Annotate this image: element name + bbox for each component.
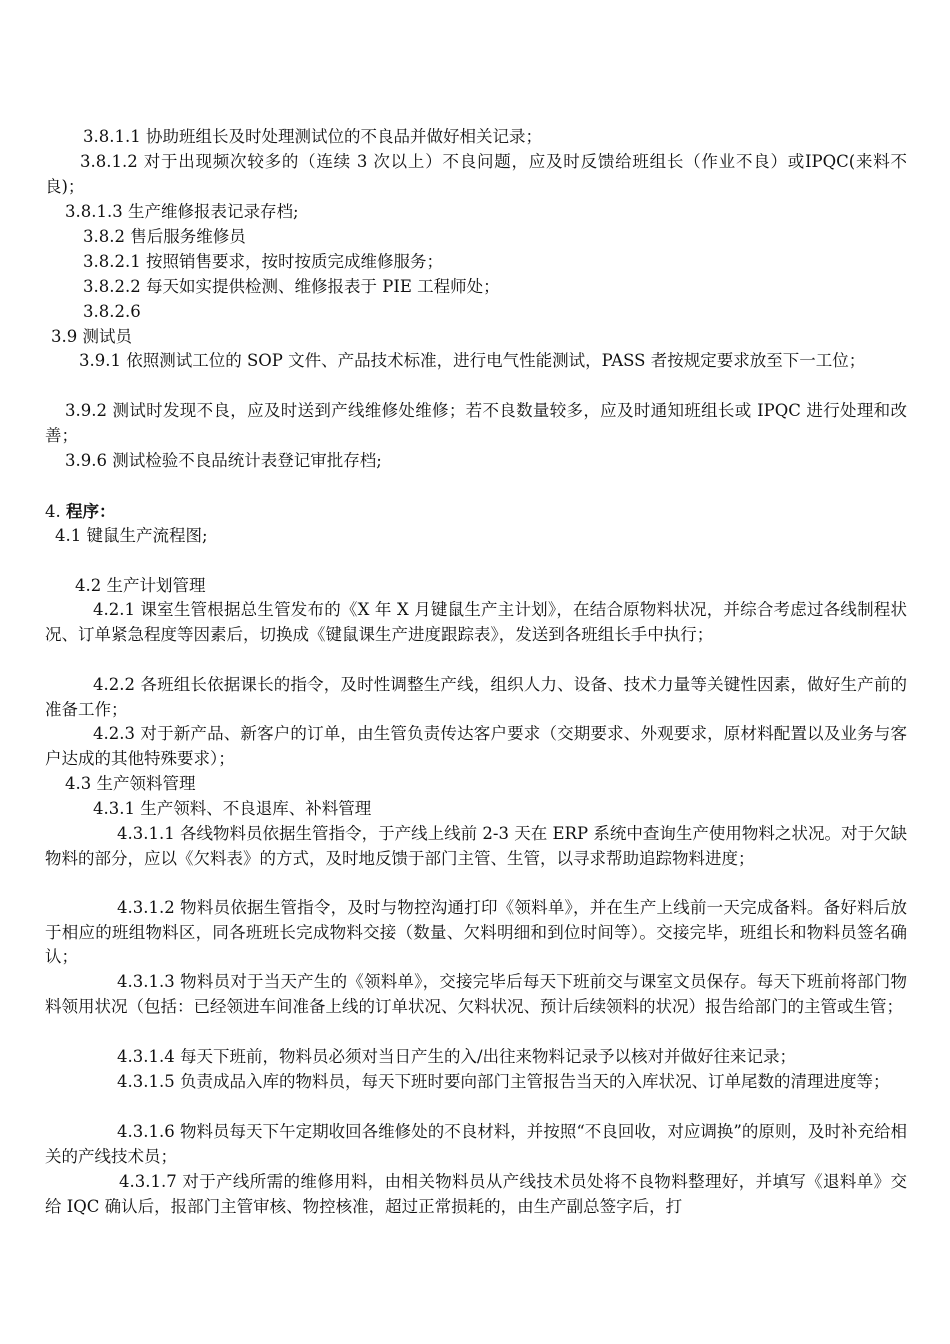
paragraph-3-8-2-6: 3.8.2.6: [83, 302, 141, 321]
paragraph-3-8-1-2: 3.8.1.2 对于出现频次较多的（连续 3 次以上）不良问题，应及时反馈给班组长（作业不良）或IPQC(来料不良)；: [45, 152, 907, 196]
paragraph-3-8-2: 3.8.2 售后服务维修员: [83, 227, 246, 246]
heading-3-9: 3.9 测试员: [51, 327, 132, 346]
paragraph-3-8-1-1: 3.8.1.1 协助班组长及时处理测试位的不良品并做好相关记录；: [83, 127, 542, 146]
heading-4-3-1: 4.3.1 生产领料、不良退库、补料管理: [93, 799, 372, 818]
paragraph-4-2-2: 4.2.2 各班组长依据课长的指令，及时性调整生产线，组织人力、设备、技术力量等关键性因素，做好生产前的准备工作；: [45, 675, 907, 719]
paragraph-3-9-1: 3.9.1 依照测试工位的 SOP 文件、产品技术标准，进行电气性能测试，PASS 者按规定要求放至下一工位；: [79, 351, 866, 370]
section-title: 程序：: [66, 502, 116, 521]
paragraph-4-3-1-5: 4.3.1.5 负责成品入库的物料员，每天下班时要向部门主管报告当天的入库状况、订单尾数的清理进度等；: [117, 1072, 890, 1091]
paragraph-4-3-1-6: 4.3.1.6 物料员每天下午定期收回各维修处的不良材料，并按照“不良回收，对应调换”的原则，及时补充给相关的产线技术员；: [45, 1122, 907, 1166]
paragraph-4-2-3: 4.2.3 对于新产品、新客户的订单，由生管负责传达客户要求（交期要求、外观要求，原材料配置以及业务与客户达成的其他特殊要求）；: [45, 724, 907, 768]
paragraph-4-2-1: 4.2.1 课室生管根据总生管发布的《X 年 X 月键鼠生产主计划》，在结合原物料状况，并综合考虑过各线制程状况、订单紧急程度等因素后，切换成《键鼠课生产进度跟踪表》，发送到各班组长手中执行；: [45, 600, 907, 644]
paragraph-4-3-1-2: 4.3.1.2 物料员依据生管指令，及时与物控沟通打印《领料单》，并在生产上线前一天完成备料。备好料后放于相应的班组物料区，同各班班长完成物料交接（数量、欠料明细和到位时间等）。交接完毕，班组长和物料员签名确认；: [45, 898, 907, 966]
paragraph-4-3-1-4: 4.3.1.4 每天下班前，物料员必须对当日产生的入/出往来物料记录予以核对并做好往来记录；: [117, 1047, 797, 1066]
heading-4-3: 4.3 生产领料管理: [65, 774, 196, 793]
heading-4-2: 4.2 生产计划管理: [75, 576, 206, 595]
paragraph-4-3-1-3: 4.3.1.3 物料员对于当天产生的《领料单》，交接完毕后每天下班前交与课室文员保存。每天下班前将部门物料领用状况（包括：已经领进车间准备上线的订单状况、欠料状况、预计后续领料的状况）报告给部门的主管或生管；: [45, 972, 907, 1016]
paragraph-3-9-6: 3.9.6 测试检验不良品统计表登记审批存档;: [65, 451, 382, 470]
paragraph-4-1: 4.1 键鼠生产流程图;: [55, 526, 208, 545]
heading-section-4: [45, 500, 907, 525]
paragraph-3-8-1-3: 3.8.1.3 生产维修报表记录存档;: [65, 202, 299, 221]
paragraph-3-9-2: 3.9.2 测试时发现不良，应及时送到产线维修处维修；若不良数量较多，应及时通知班组长或 IPQC 进行处理和改善；: [45, 401, 907, 445]
paragraph-4-3-1-7: 4.3.1.7 对于产线所需的维修用料，由相关物料员从产线技术员处将不良物料整理好，并填写《退料单》交给 IQC 确认后，报部门主管审核、物控核准，超过正常损耗的，由生产副总签字后，打: [45, 1172, 907, 1216]
paragraph-3-8-2-2: 3.8.2.2 每天如实提供检测、维修报表于 PIE 工程师处；: [83, 277, 500, 296]
section-number: 4.: [45, 502, 66, 521]
paragraph-4-3-1-1: 4.3.1.1 各线物料员依据生管指令，于产线上线前 2-3 天在 ERP 系统中查询生产使用物料之状况。对于欠缺物料的部分，应以《欠料表》的方式，及时地反馈于部门主管、生管，以寻求帮助追踪物料进度；: [45, 824, 907, 868]
paragraph-3-8-2-1: 3.8.2.1 按照销售要求，按时按质完成维修服务；: [83, 252, 443, 271]
